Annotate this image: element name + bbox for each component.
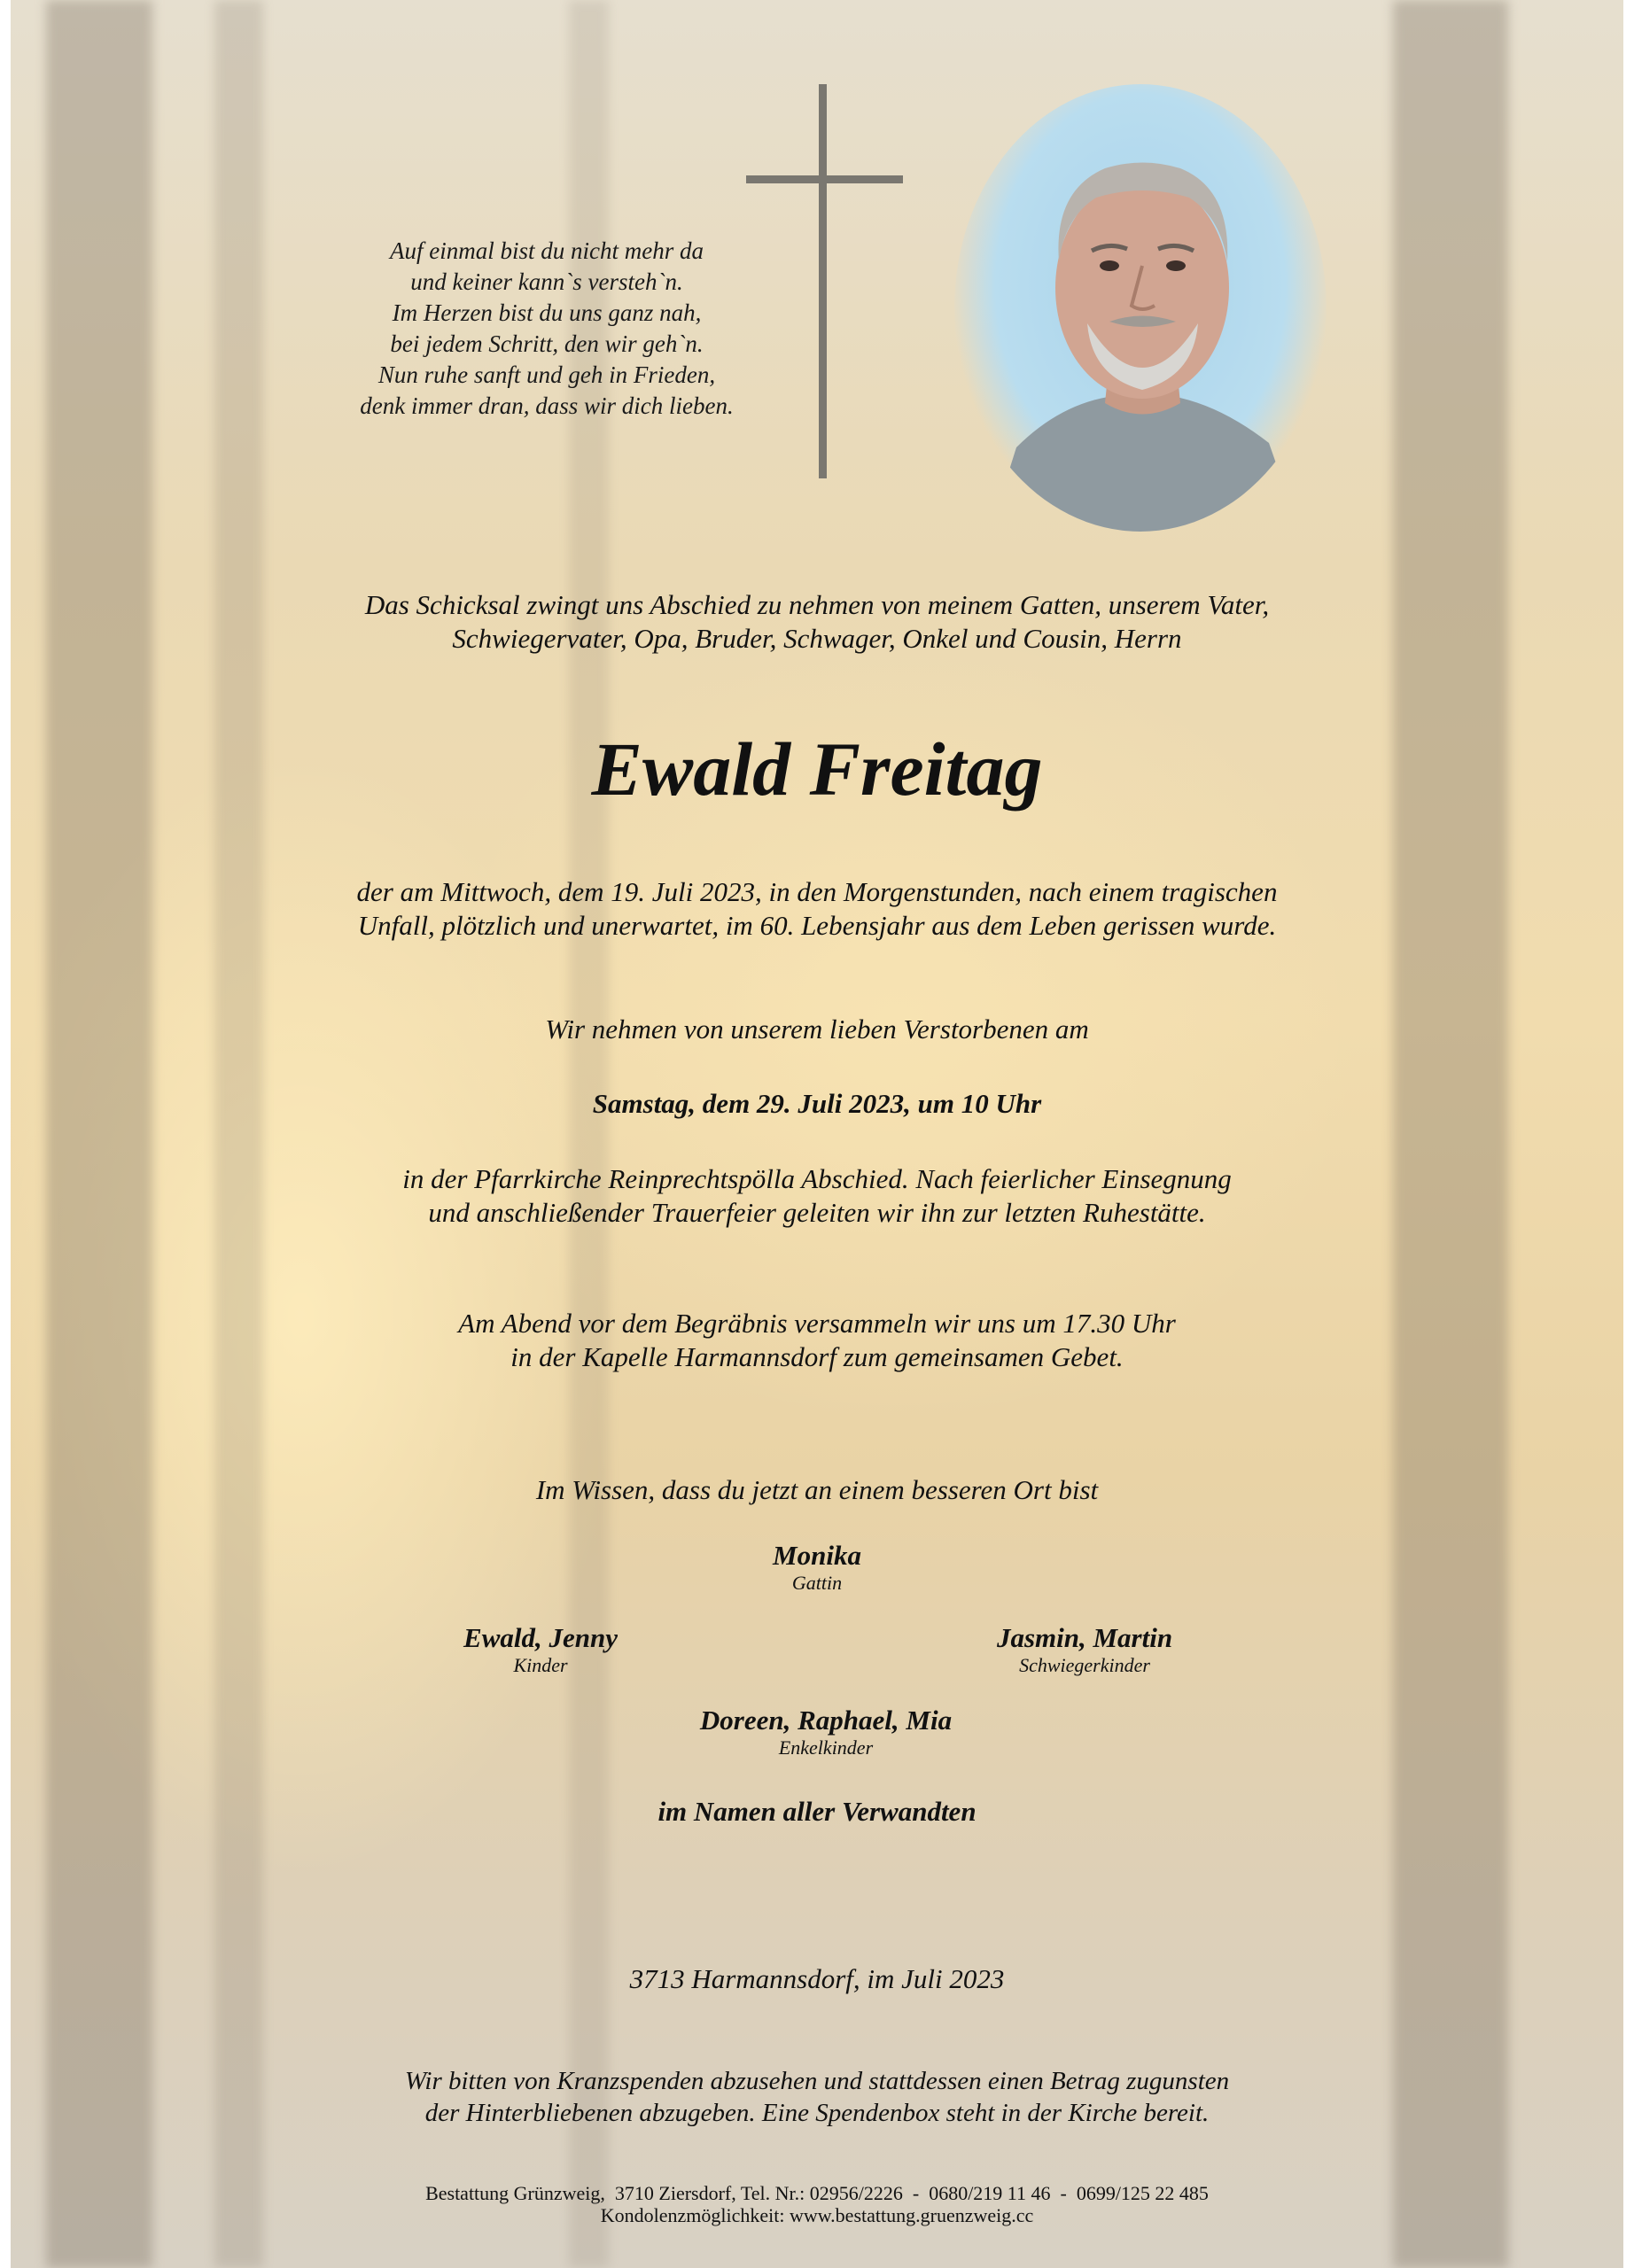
footer-line: Kondolenzmöglichkeit: www.bestattung.gruenzweig.cc xyxy=(600,2204,1034,2226)
intro-text xyxy=(11,588,1623,656)
verse-line: denk immer dran, dass wir dich lieben. xyxy=(360,392,734,419)
place-date: 3713 Harmannsdorf, im Juli 2023 xyxy=(629,1963,1005,1994)
cross-icon xyxy=(11,0,1623,496)
intro-line: Das Schicksal zwingt uns Abschied zu nehmen von meinem Gatten, unserem Vater, xyxy=(364,589,1270,620)
verse-line: Auf einmal bist du nicht mehr da xyxy=(390,237,704,264)
knowing-text: Im Wissen, dass du jetzt an einem besseren Ort bist xyxy=(535,1474,1099,1505)
donation-note xyxy=(11,2065,1623,2129)
verse-line: Nun ruhe sanft und geh in Frieden, xyxy=(377,361,716,388)
evening-line: in der Kapelle Harmannsdorf zum gemeinsamen Gebet. xyxy=(510,1341,1124,1372)
mourner-role: Gattin xyxy=(791,1572,843,1594)
verse-line: Im Herzen bist du uns ganz nah, xyxy=(392,299,702,326)
donation-line: der Hinterbliebenen abzugeben. Eine Spendenbox steht in der Kirche bereit. xyxy=(424,2099,1210,2127)
mourner-role: Kinder xyxy=(513,1654,568,1676)
mourner-spouse xyxy=(595,1540,1039,1595)
portrait-photo xyxy=(954,84,1327,532)
verse-line: und keiner kann`s versteh`n. xyxy=(410,268,683,295)
footer-line: Bestattung Grünzweig, 3710 Ziersdorf, Tel. Nr.: 02956/2226 - 0680/219 11 46 - 0699/125 22 485 xyxy=(425,2182,1209,2204)
mourner-name: Jasmin, Martin xyxy=(996,1622,1173,1653)
funeral-home-footer xyxy=(11,2182,1623,2226)
mourner-in-laws xyxy=(863,1622,1306,1677)
intro-line: Schwiegervater, Opa, Bruder, Schwager, Onkel und Cousin, Herrn xyxy=(452,623,1182,654)
mourner-role: Enkelkinder xyxy=(778,1736,874,1759)
deceased-name: Ewald Freitag xyxy=(591,726,1043,812)
evening-prayer-text xyxy=(11,1307,1623,1374)
mourner-name: Monika xyxy=(773,1540,861,1571)
church-line: und anschließender Trauerfeier geleiten wir ihn zur letzten Ruhestätte. xyxy=(428,1197,1206,1228)
mourner-grandchildren xyxy=(604,1705,1047,1759)
verse-line: bei jedem Schritt, den wir geh`n. xyxy=(390,330,704,357)
mourner-name: Doreen, Raphael, Mia xyxy=(699,1705,953,1736)
obituary-page xyxy=(11,0,1623,2268)
take-leave-text: Wir nehmen von unserem lieben Verstorbenen am xyxy=(545,1014,1089,1045)
relatives-text: im Namen aller Verwandten xyxy=(657,1796,977,1827)
church-line: in der Pfarrkirche Reinprechtspölla Abschied. Nach feierlicher Einsegnung xyxy=(402,1163,1232,1194)
funeral-date: Samstag, dem 29. Juli 2023, um 10 Uhr xyxy=(592,1088,1042,1119)
portrait-icon xyxy=(954,84,1327,532)
mourner-role: Schwiegerkinder xyxy=(1019,1654,1150,1676)
church-text xyxy=(11,1162,1623,1230)
death-line: Unfall, plötzlich und unerwartet, im 60. Lebensjahr aus dem Leben gerissen wurde. xyxy=(357,910,1277,941)
mourner-children xyxy=(319,1622,762,1677)
death-notice xyxy=(11,875,1623,943)
mourner-name: Ewald, Jenny xyxy=(463,1622,618,1653)
donation-line: Wir bitten von Kranzspenden abzusehen und stattdessen einen Betrag zugunsten xyxy=(404,2067,1230,2095)
death-line: der am Mittwoch, dem 19. Juli 2023, in den Morgenstunden, nach einem tragischen xyxy=(356,876,1278,907)
evening-line: Am Abend vor dem Begräbnis versammeln wir uns um 17.30 Uhr xyxy=(458,1308,1176,1339)
